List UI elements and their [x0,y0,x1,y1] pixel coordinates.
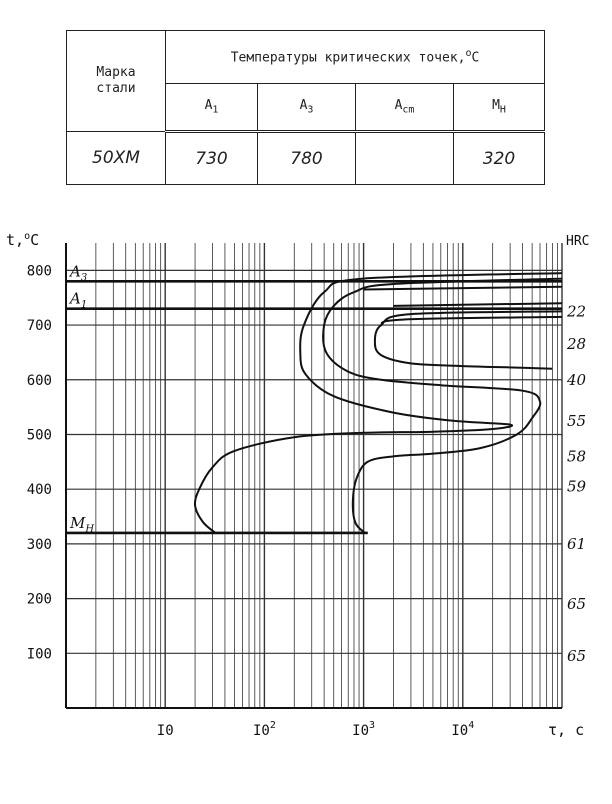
x-tick-label: $I0^3$ [352,720,376,739]
mh-value-cell: 320 [454,132,545,185]
y-tick-label: 600 [26,372,52,389]
col-mh-sub: H [499,104,506,116]
x-tick-label: $I0^2$ [252,720,276,739]
col-a3-base: A [299,98,308,114]
col-acm-base: A [394,98,403,114]
hrc-labels [566,302,587,665]
degree-unit: C [471,50,480,66]
col-acm-sub: cm [402,104,415,116]
a3-value-cell: 780 [258,132,356,185]
group-header-text: Температуры критических точек, [230,50,466,66]
x-tick-labels [157,720,474,739]
y-axis-label: t,$^o$C [6,231,40,249]
y-tick-label: 300 [26,536,52,553]
y-tick-label: 200 [26,591,52,608]
grade-header-line1: Марка [96,65,136,80]
reference-line-label: $M_H$ [70,513,95,535]
hrc-label: 59 [567,477,587,496]
y-tick-label: 700 [26,318,52,335]
hrc-label: 65 [567,647,587,666]
hrc-label: 40 [567,370,587,389]
y-tick-label: 400 [26,482,52,499]
col-a1-sub: 1 [212,104,219,116]
hrc-label: 58 [567,447,587,466]
steel-grade-cell: 50ХМ [67,132,166,185]
reference-line-label: $A_3$ [70,262,88,284]
x-axis-label: τ, c [548,721,585,739]
hrc-label: 28 [567,335,587,354]
col-a3-sub: 3 [307,104,314,116]
y-tick-label: I00 [26,646,52,663]
chart-labels [6,231,589,739]
col-mh-base: M [492,98,500,114]
hrc-label: 65 [567,595,587,614]
right-axis-label: HRC [566,234,590,249]
y-tick-label: 800 [26,263,52,280]
hrc-label: 61 [567,534,587,553]
y-tick-labels [27,263,52,662]
reference-line-label: $A_1$ [70,289,88,311]
transformation-curve-4 [394,303,563,306]
hrc-label: 22 [567,302,587,321]
x-tick-label: I0 [156,723,174,739]
y-tick-label: 500 [26,427,52,444]
x-tick-label: $I0^4$ [451,720,475,739]
degree-sup: o [465,48,472,60]
transformation-curves [195,273,562,533]
col-a1-base: A [204,98,213,114]
grade-header-line2: стали [96,81,136,96]
transformation-curve-6 [381,317,562,325]
a1-value-cell: 730 [166,132,258,185]
hrc-label: 55 [567,411,587,430]
